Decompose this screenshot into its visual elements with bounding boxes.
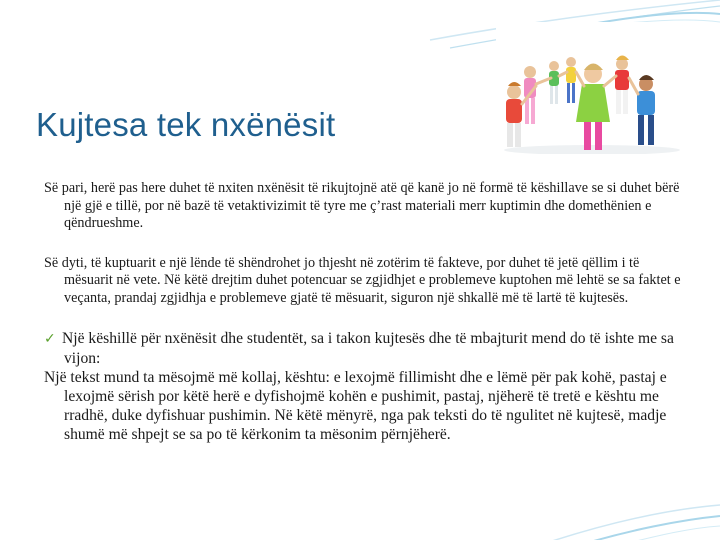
slide-body: [44, 180, 684, 444]
bullet-advice-text: Një këshillë për nxënësit dhe studentët, sa i takon kujtesës dhe të mbajturit mend do të ishte me sa vijon:: [62, 330, 674, 367]
checkmark-icon: ✓: [44, 331, 56, 347]
paragraph-second: Së dyti, të kuptuarit e një lënde të shëndrohet jo thjesht në zotërim të fakteve, por duhet të jetë qëllim i të mësuarit në vete. Në këtë drejtim duhet potencuar se zgjidhjet e problemeve kuptohen më lehtë se sa faktet e veçanta, prandaj zgjidhja e problemeve gjatë të mësuarit, siguron një shkallë më të lartë të kujtesës.: [44, 254, 681, 306]
bullet-advice: [44, 329, 684, 368]
slide-title: Kujtesa tek nxënësit: [36, 106, 336, 143]
paragraph-third: Një tekst mund ta mësojmë më kollaj, kështu: e lexojmë fillimisht dhe e lëmë për pak kohë, pastaj e lexojmë sërish por këtë herë e dyfishojmë kohën e pushimit, pastaj, njëherë të tretë e kështu me rradhë, duke dyfishuar pushimin. Në këtë mënyrë, nga pak teksti do të ngulitet në kujtesë, madje shumë më shpejt se sa po të kërkonim ta mësonim përnjëherë.: [44, 369, 667, 443]
paragraph-first: Së pari, herë pas here duhet të nxiten nxënësit të rikujtojnë atë që kanë jo në formë të këshillave se si duhet bërë një gjë e tillë, por në bazë të vetaktivizimit të tyre me ç’rast materiali merr kuptimin dhe domethënien e qëndrueshme.: [44, 180, 680, 231]
children-playing-photo: [496, 22, 688, 154]
